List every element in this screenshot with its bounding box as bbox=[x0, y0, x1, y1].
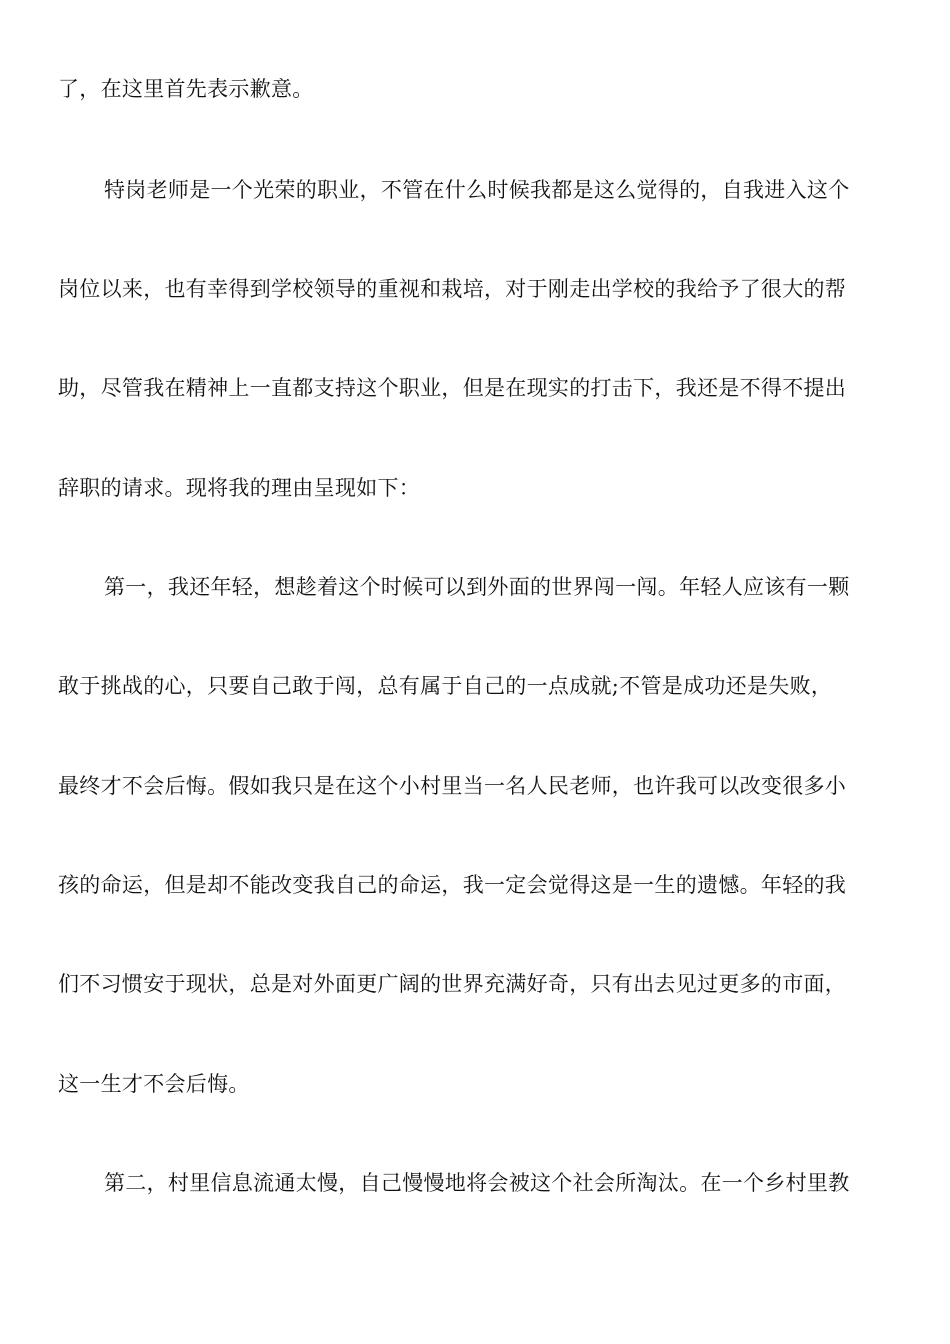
text-line: 敢于挑战的心，只要自己敢于闯，总有属于自己的一点成就;不管是成功还是失败， bbox=[58, 674, 833, 698]
text-line: 最终才不会后悔。假如我只是在这个小村里当一名人民老师，也许我可以改变很多小 bbox=[58, 774, 847, 798]
paragraph-first-line: 第一，我还年轻，想趁着这个时候可以到外面的世界闯一闯。年轻人应该有一颗 bbox=[104, 575, 850, 599]
text-line: 助，尽管我在精神上一直都支持这个职业，但是在现实的打击下，我还是不得不提出 bbox=[58, 376, 847, 400]
text-line: 辞职的请求。现将我的理由呈现如下： bbox=[58, 476, 421, 500]
text-line: 了，在这里首先表示歉意。 bbox=[58, 77, 314, 101]
paragraph-first-line: 第二，村里信息流通太慢，自己慢慢地将会被这个社会所淘汰。在一个乡村里教 bbox=[104, 1171, 850, 1195]
text-line: 这一生才不会后悔。 bbox=[58, 1072, 250, 1096]
paragraph-first-line: 特岗老师是一个光荣的职业，不管在什么时候我都是这么觉得的，自我进入这个 bbox=[104, 178, 850, 202]
text-line: 孩的命运，但是却不能改变我自己的命运，我一定会觉得这是一生的遗憾。年轻的我 bbox=[58, 873, 847, 897]
text-line: 们不习惯安于现状，总是对外面更广阔的世界充满好奇，只有出去见过更多的市面， bbox=[58, 972, 847, 996]
text-line: 岗位以来，也有幸得到学校领导的重视和栽培，对于刚走出学校的我给予了很大的帮 bbox=[58, 277, 847, 301]
